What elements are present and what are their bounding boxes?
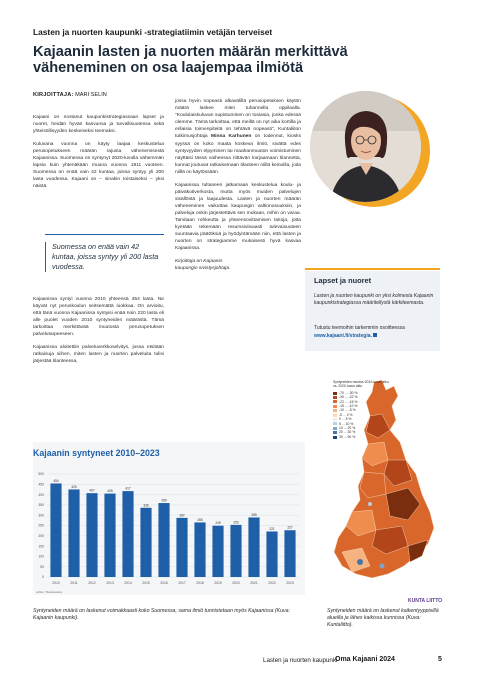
- legend-label: -10 ... -5 %: [339, 408, 356, 413]
- y-tick-label: 0: [42, 575, 44, 580]
- bar-value-label: 454: [53, 478, 59, 483]
- legend-title: Syntyneiden muutos 2010-luvun alku vs. 2020-luvun alku: [333, 380, 389, 389]
- legend-label: 20 ... 30 %: [339, 430, 356, 435]
- x-tick-label: 2012: [88, 581, 96, 585]
- births-bar-chart: [33, 462, 305, 595]
- bar-2022: [266, 531, 277, 577]
- footer-section: Lasten ja nuorten kaupunki: [263, 657, 338, 664]
- y-tick-label: 400: [38, 492, 44, 497]
- section-heading: Lasten ja nuorten kaupunki -strategiatiimin vetäjän terveiset: [33, 27, 273, 37]
- sidebox-title: Lapset ja nuoret: [314, 276, 372, 285]
- bar-2015: [140, 508, 151, 577]
- paragraph: Kajaanissa aloitettiin palveluverkkoselvitys, jossa etsitään ratkaisuja siihen, miten lasten ja nuorten palveluita tulisi järjestää tilanteessa,: [33, 345, 164, 365]
- strategy-link-text[interactable]: www.kajaani.fi/strategia.: [314, 333, 372, 339]
- chart-source: Lähde: Tilastokeskus: [36, 590, 63, 594]
- bar-value-label: 265: [197, 517, 203, 522]
- paragraph: Kuluvana vuonna on käyty laajaa keskustelua perusopetukseen määrän rajusta vähenemisestä Kajaanissa. Suomessa on syntynyt 2020-luvulla vähemmän lapsia kuin yhtenäkään muuna vuonna 1911 vuoteen. Suomessa on enää vain 42 kuntaa, joissa syntyy yli 200 lasta vuodessa. Kajaani on – sinakin toistaiseksi – yksi näistä.: [33, 141, 164, 190]
- article-column-2: [175, 98, 301, 272]
- bar-value-label: 359: [161, 498, 167, 503]
- bar-2019: [212, 526, 223, 577]
- bar-value-label: 221: [269, 526, 275, 531]
- quote-rule: [45, 234, 164, 235]
- author-line: [33, 92, 107, 98]
- bar-value-label: 287: [179, 513, 185, 518]
- article-column-1b: [33, 296, 164, 365]
- y-tick-label: 100: [38, 554, 44, 559]
- author-name: MARI SELIN: [75, 92, 107, 98]
- signature-line: kaupungin sivistysjohtaja.: [175, 266, 231, 272]
- x-tick-label: 2011: [70, 581, 78, 585]
- signature-line: Kirjoittaja on Kajaanin: [175, 258, 223, 264]
- bar-2011: [68, 489, 79, 577]
- paragraph: Kajaani on nostanut kaupunkistrategiassaan lapset ja nuoret, heidän hyvän kasvunsa ja turvallisuutensa sekä yhteisöllisyyden keskeiseksi teemaksi.: [33, 115, 164, 135]
- legend-swatch: [333, 392, 337, 395]
- link-square-icon: [373, 333, 377, 337]
- bar-2012: [86, 493, 97, 577]
- legend-swatch: [333, 396, 337, 399]
- paragraph: [175, 98, 301, 176]
- legend-label: 30 ... 90 %: [339, 434, 356, 439]
- bar-2010: [50, 483, 61, 577]
- paragraph: Kajaanissa tultaneen jatkamaan keskustelua koulu- ja päiväkotiverkosta, mutta myös muiden palvelujen sisällöstä ja laajuudesta. Lasten ja nuorten määrän väheneminen vaikuttaa kaupungin valtionosuuksiin, ja palveluja onkin järjestettävä sen mukaan, mihin on varaa. Tarvitaan rohkeutta ja yhteensovittamisen taitoja, jotta kyetään tekemään resurssiviisaasti tulevaisuuteen suuntaavia päätöksiä ja hyödyntämään niin, että lasten ja nuorten on strategiamme mukaisesti hyvä kasvaa Kajaanissa.: [175, 182, 301, 252]
- y-tick-label: 350: [38, 503, 44, 508]
- bar-value-label: 253: [233, 520, 239, 525]
- x-tick-label: 2016: [160, 581, 168, 585]
- x-tick-label: 2013: [106, 581, 114, 585]
- paragraph-text: on todennut, kiosks syyssä on koko maata koskeva ilmiö, sivättä edes syntyvyyden elpyminen tai maahanmuuton voimistuminen näyttäisi tässä vaiheessa riittävän korjaamaan tilannetta, kunnat joutuvat ratkaisemaan tilanteen niillä keinoilla, joita niillä on käytössään.: [175, 134, 302, 175]
- kuntaliitto-logo: KUNTA LIITTO: [408, 598, 443, 604]
- x-tick-label: 2023: [286, 581, 294, 585]
- bar-value-label: 407: [89, 488, 95, 493]
- bar-2014: [122, 491, 133, 577]
- legend-swatch: [333, 427, 337, 430]
- page-number: 5: [438, 656, 442, 663]
- x-tick-label: 2020: [232, 581, 240, 585]
- legend-label: -22 ... -15 %: [339, 399, 358, 404]
- bar-value-label: 289: [251, 512, 257, 517]
- x-tick-label: 2021: [250, 581, 258, 585]
- author-portrait: [310, 91, 421, 202]
- bar-2021: [248, 517, 259, 577]
- legend-swatch: [333, 409, 337, 412]
- y-tick-label: 250: [38, 523, 44, 528]
- y-tick-label: 300: [38, 513, 44, 518]
- legend-swatch: [333, 414, 337, 417]
- author-label: KIRJOITTAJA:: [33, 92, 74, 98]
- x-tick-label: 2019: [214, 581, 222, 585]
- legend-swatch: [333, 422, 337, 425]
- legend-swatch: [333, 400, 337, 403]
- map-caption: Syntyneiden määrä on laskenut kaikentyyppisillä alueilla ja lähes kaikissa kunnissa (Kuva: Kuntaliitto).: [327, 608, 439, 628]
- legend-label: -70 ... -30 %: [339, 390, 358, 395]
- article-column-1: [33, 114, 164, 196]
- legend-swatch: [333, 418, 337, 421]
- x-tick-label: 2017: [178, 581, 186, 585]
- y-tick-label: 500: [38, 472, 44, 477]
- legend-label: 5 ... 10 %: [339, 421, 354, 426]
- paragraph: Kajaanissa syntyi vuonna 2010 yhteensä 454 lasta. Ne käyvät nyt peruskoulun seitsemättä luokkaa. On arvioitu, että tänä vuonna Kajaanissa syntyisi enää noin 220 lasta eli alle puolet vuoden 2010 syntyneiden määrästä. Tämä tarkoittaa merkittävää muutosta perusopetuksen palvelutarpeeseen.: [33, 297, 164, 338]
- bar-2013: [104, 494, 115, 577]
- bar-value-label: 227: [287, 525, 293, 530]
- chart-caption: Syntyneiden määrä on laskenut voimakkaasti koko Suomessa, sama ilmiö tunnistetaan myös Kajaanissa (Kuva: Kajaanin kaupunki).: [33, 608, 290, 621]
- bar-value-label: 336: [143, 503, 149, 508]
- x-tick-label: 2015: [142, 581, 150, 585]
- bar-value-label: 417: [125, 486, 131, 491]
- legend-label: 10 ... 20 %: [339, 426, 356, 431]
- x-tick-label: 2022: [268, 581, 276, 585]
- legend-label: -15 ... -10 %: [339, 404, 358, 409]
- footer-magazine: Oma Kajaani 2024: [335, 656, 395, 663]
- x-tick-label: 2018: [196, 581, 204, 585]
- pull-quote: Suomessa on enää vain 42 kuntaa, joissa syntyy yli 200 lasta vuodessa.: [45, 242, 164, 272]
- sidebox-text: Lasten ja nuorten kaupunki on yksi kolmesta Kajaanin kaupunkistrategiassa määritellystä kärkiteemasta.: [314, 293, 434, 306]
- legend-swatch: [333, 436, 337, 439]
- y-tick-label: 50: [40, 564, 44, 569]
- bar-value-label: 405: [107, 489, 113, 494]
- x-tick-label: 2010: [52, 581, 60, 585]
- legend-label: -30 ... -22 %: [339, 395, 358, 400]
- legend-swatch: [333, 405, 337, 408]
- paragraph-text: jossa hyvin nopeasti alkavälillä perusopetuksen käytön määrä laskee mitei tuhannella oppilaalla. "Koululaiskuluvan supistuminen on tosiasia, jonka edessä olemme. Tämä tarkoittaa, että meillä on nyt aika kortilla ja erilaisia toimenpiteitä on tehtävä nopeasti", Kuntaliiton tutkimusjohtaja: [175, 99, 301, 140]
- chart-title: Kajaanin syntyneet 2010–2023: [33, 448, 160, 458]
- bar-2016: [158, 503, 169, 577]
- bar-value-label: 249: [215, 521, 221, 526]
- sidebox-accent-rule: [305, 268, 440, 270]
- y-tick-label: 450: [38, 482, 44, 487]
- article-headline: Kajaanin lasten ja nuorten määrän merkittävä väheneminen on osa laajempaa ilmiötä: [33, 44, 348, 76]
- signature: [175, 258, 301, 272]
- legend-label: -5 ... 0 %: [339, 412, 353, 417]
- y-tick-label: 150: [38, 544, 44, 549]
- legend-swatch: [333, 431, 337, 434]
- quoted-person: Minna Karhunen: [211, 134, 252, 140]
- portrait-illustration: [310, 91, 421, 202]
- map-legend: [333, 380, 393, 439]
- legend-item: [333, 435, 393, 439]
- sidebox-more: Tutustu teemoihin tarkemmin osoitteessa: [314, 325, 405, 331]
- strategy-link[interactable]: [314, 333, 377, 339]
- bar-2023: [284, 530, 295, 577]
- legend-label: 0 ... 5 %: [339, 417, 352, 422]
- y-tick-label: 200: [38, 534, 44, 538]
- bar-value-label: 425: [71, 484, 77, 489]
- x-tick-label: 2014: [124, 581, 132, 585]
- bar-2017: [176, 518, 187, 577]
- bar-2018: [194, 522, 205, 577]
- bar-2020: [230, 525, 241, 577]
